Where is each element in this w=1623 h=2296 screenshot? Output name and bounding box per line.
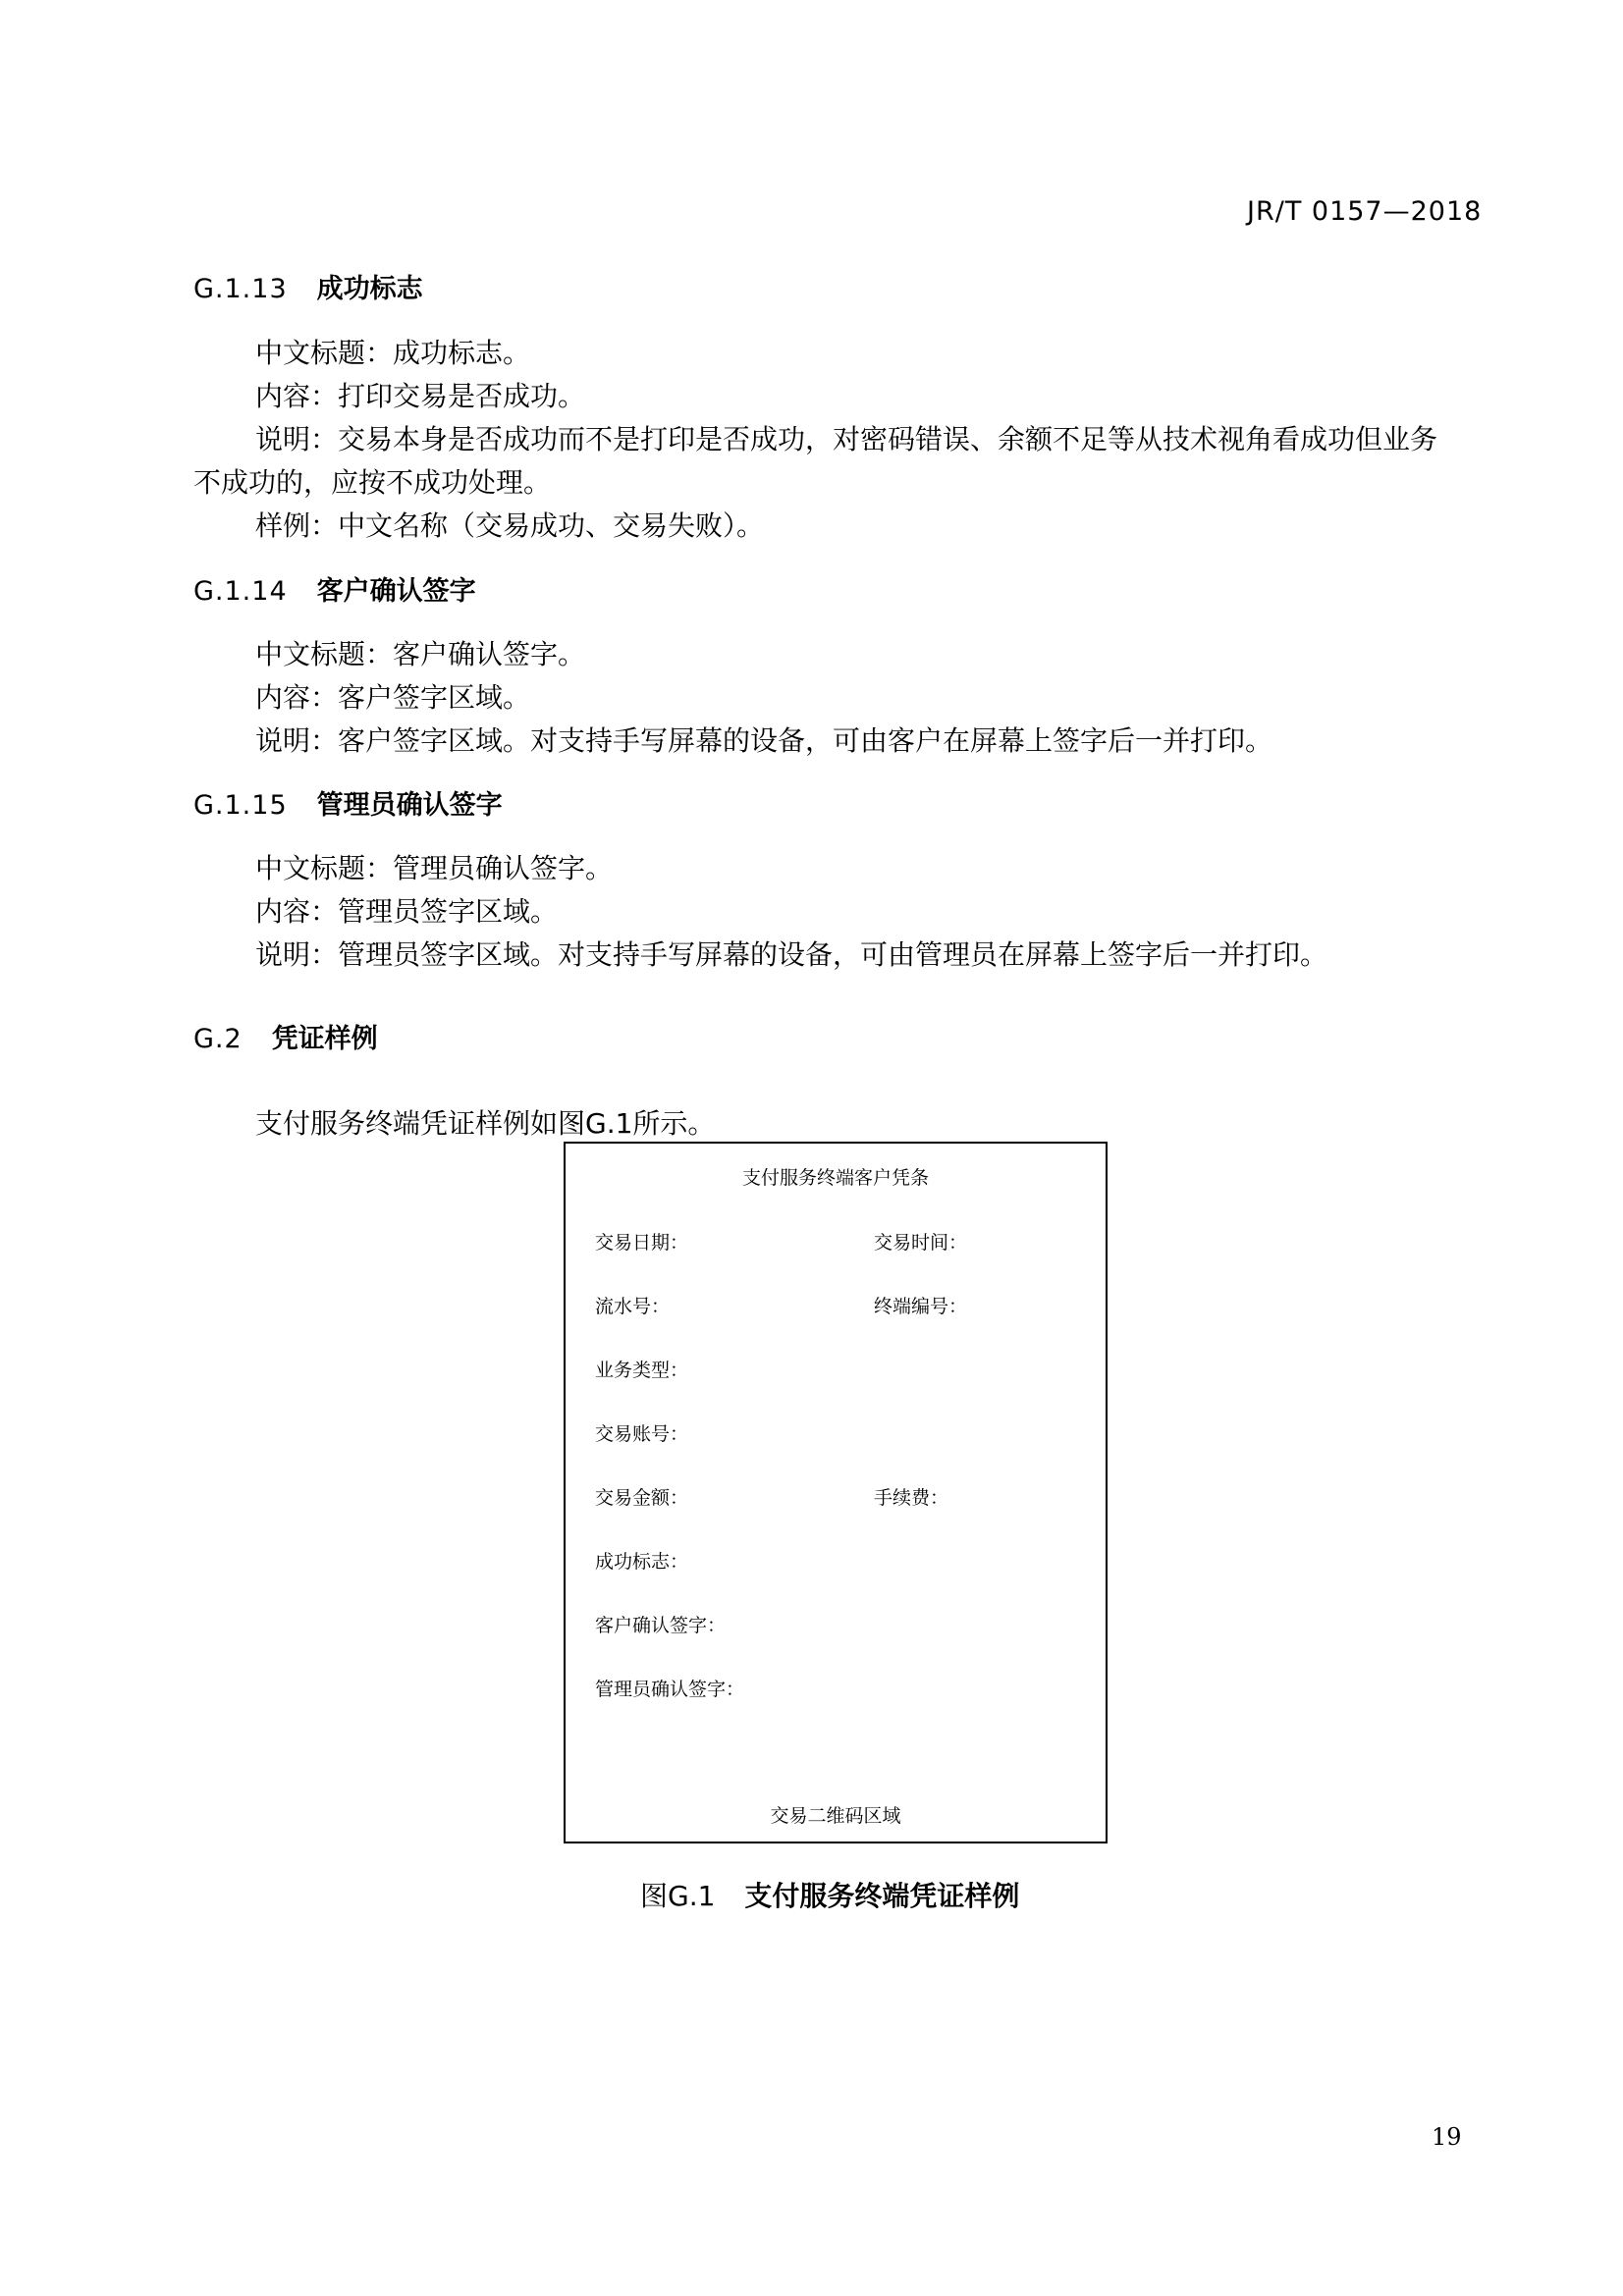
section-heading-g1-13 [193,267,423,305]
paragraph-line: 中文标题：成功标志。 [255,337,531,369]
section-heading-g1-14 [193,569,476,608]
section-heading-g2 [193,1017,378,1055]
receipt-field-success-flag: 成功标志： [595,1551,689,1573]
paragraph-line: 中文标题：管理员确认签字。 [255,852,614,884]
section-title: 管理员确认签字 [316,790,503,821]
page-number: 19 [1432,2123,1462,2151]
receipt-field-serial-no: 流水号： [595,1296,671,1317]
section-title: 凭证样例 [271,1024,378,1054]
section-heading-g1-15 [193,783,503,822]
receipt-field-admin-sign: 管理员确认签字： [595,1679,745,1700]
section-number: G.1.15 [193,790,288,821]
section-number: G.1.13 [193,274,288,304]
paragraph-line: 支付服务终端凭证样例如图G.1所示。 [255,1107,716,1140]
receipt-field-amount: 交易金额： [595,1487,689,1509]
receipt-qr-area-label: 交易二维码区域 [770,1805,901,1827]
figure-number: 图G.1 [640,1880,716,1912]
paragraph-line: 说明：管理员签字区域。对支持手写屏幕的设备，可由管理员在屏幕上签字后一并打印。 [255,938,1328,971]
paragraph-line: 样例：中文名称（交易成功、交易失败）。 [255,509,765,542]
paragraph-line: 内容：客户签字区域。 [255,681,531,714]
receipt-field-fee: 手续费： [874,1487,949,1509]
paragraph-line: 说明：客户签字区域。对支持手写屏幕的设备，可由客户在屏幕上签字后一并打印。 [255,724,1273,757]
document-code: JR/T 0157—2018 [1247,196,1483,227]
paragraph-line: 中文标题：客户确认签字。 [255,638,586,670]
receipt-sample-box [564,1142,1108,1843]
paragraph-line: 内容：打印交易是否成功。 [255,380,586,412]
receipt-field-account-no: 交易账号： [595,1423,689,1445]
section-title: 成功标志 [316,274,423,304]
figure-caption [640,1875,1019,1914]
figure-title: 支付服务终端凭证样例 [744,1880,1020,1912]
paragraph-line: 说明：交易本身是否成功而不是打印是否成功，对密码错误、余额不足等从技术视角看成功但业务 [255,423,1438,455]
receipt-title: 支付服务终端客户凭条 [741,1167,929,1189]
receipt-field-trade-date: 交易日期： [595,1232,689,1254]
receipt-field-biz-type: 业务类型： [595,1360,689,1381]
receipt-field-customer-sign: 客户确认签字： [595,1615,727,1636]
receipt-field-trade-time: 交易时间： [874,1232,968,1254]
section-title: 客户确认签字 [316,576,476,607]
paragraph-line: 不成功的，应按不成功处理。 [193,466,552,499]
receipt-field-terminal-no: 终端编号： [874,1296,968,1317]
section-number: G.2 [193,1024,243,1054]
section-number: G.1.14 [193,576,288,607]
paragraph-line: 内容：管理员签字区域。 [255,895,559,928]
